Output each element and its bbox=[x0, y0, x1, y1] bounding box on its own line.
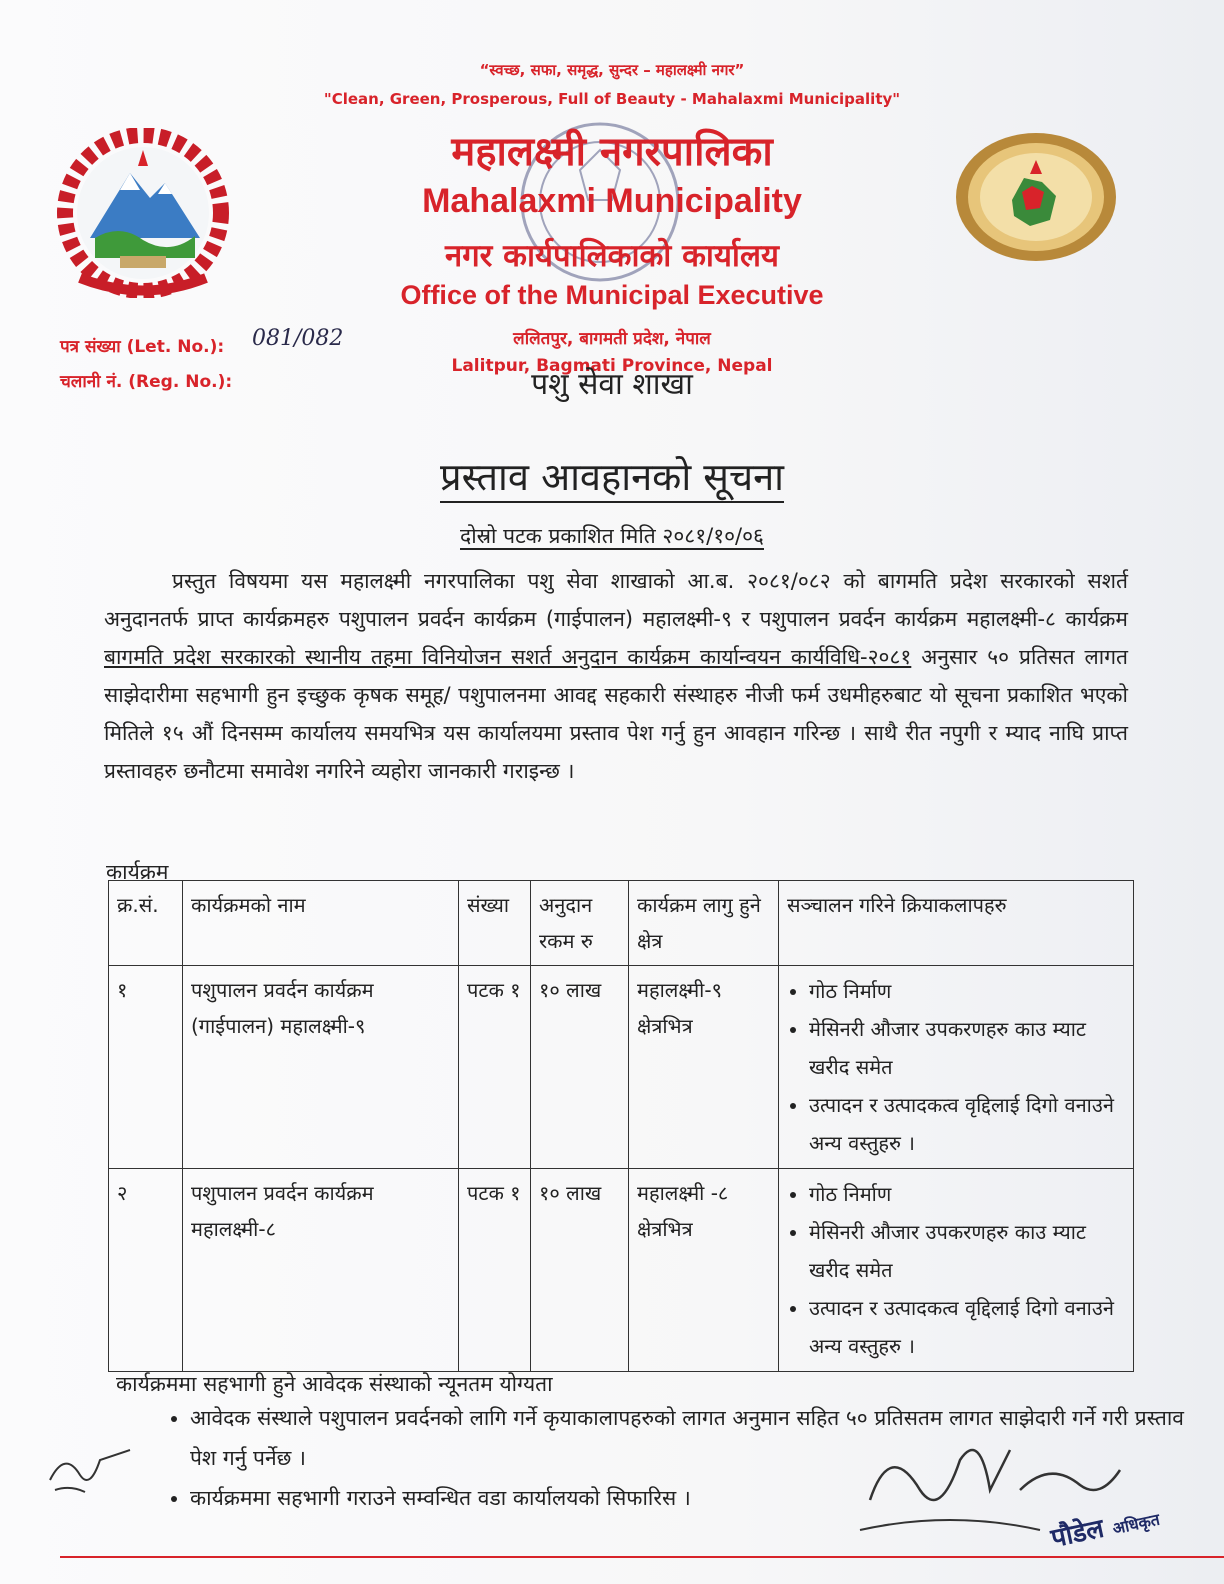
footer-divider bbox=[60, 1556, 1224, 1558]
header-sn: क्र.सं. bbox=[109, 881, 183, 966]
cell-sn: २ bbox=[109, 1169, 183, 1372]
eligibility-title: कार्यक्रममा सहभागी हुने आवेदक संस्थाको न्यूनतम योग्यता bbox=[116, 1372, 553, 1396]
cell-activities bbox=[779, 966, 1134, 1169]
cell-program-name: पशुपालन प्रवर्दन कार्यक्रम (गाईपालन) महालक्ष्मी-९ bbox=[183, 966, 459, 1169]
header-activities: सञ्चालन गरिने क्रियाकलापहरु bbox=[779, 881, 1134, 966]
header-area: कार्यक्रम लागु हुने क्षेत्र bbox=[629, 881, 779, 966]
officer-name-stamp: पौडेल अधिकृत bbox=[1048, 1509, 1162, 1555]
programs-table bbox=[108, 880, 1134, 1372]
municipality-name-nepali: महालक्ष्मी नगरपालिका bbox=[451, 129, 773, 175]
slogan-nepali: “स्वच्छ, सफा, समृद्ध, सुन्दर – महालक्ष्मी नगर” bbox=[479, 61, 745, 79]
office-name-nepali: नगर कार्यपालिकाको कार्यालय bbox=[445, 238, 779, 274]
address-english: Lalitpur, Bagmati Province, Nepal bbox=[451, 356, 773, 376]
cell-activities bbox=[779, 1169, 1134, 1372]
list-item: • आवेदक संस्थाले पशुपालन प्रवर्दनको लागि गर्ने कृयाकालापहरुको लागत अनुमान सहित ५० प्रतिसतम लागत साझेदारी गर्ने गरी प्रस्ताव पेश गर्नु पर्नेछ । bbox=[190, 1398, 1200, 1478]
address-nepali: ललितपुर, बागमती प्रदेश, नेपाल bbox=[513, 329, 711, 349]
registration-number-label: चलानी नं. (Reg. No.): bbox=[60, 372, 233, 392]
list-item: • मेसिनरी औजार उपकरणहरु काउ म्याट खरीद समेत bbox=[809, 1213, 1125, 1289]
publication-date: दोस्रो पटक प्रकाशित मिति २०८१/१०/०६ bbox=[460, 524, 764, 548]
cell-area: महालक्ष्मी -८ क्षेत्रभित्र bbox=[629, 1169, 779, 1372]
guideline-reference: बागमति प्रदेश सरकारको स्थानीय तहमा विनियोजन सशर्त अनुदान कार्यक्रम कार्यान्वयन कार्यविधि-२०८१ bbox=[104, 645, 912, 669]
list-item: • गोठ निर्माण bbox=[809, 972, 1125, 1010]
header-count: संख्या bbox=[459, 881, 531, 966]
cell-grant: १० लाख bbox=[531, 966, 629, 1169]
cell-count: पटक १ bbox=[459, 966, 531, 1169]
list-item: • गोठ निर्माण bbox=[809, 1175, 1125, 1213]
list-item: • मेसिनरी औजार उपकरणहरु काउ म्याट खरीद समेत bbox=[809, 1010, 1125, 1086]
header-program-name: कार्यक्रमको नाम bbox=[183, 881, 459, 966]
cell-grant: १० लाख bbox=[531, 1169, 629, 1372]
letter-number-label: पत्र संख्या (Let. No.): bbox=[60, 337, 225, 357]
office-name-english: Office of the Municipal Executive bbox=[400, 280, 824, 310]
header-grant: अनुदान रकम रु bbox=[531, 881, 629, 966]
initials-signature bbox=[40, 1430, 150, 1504]
cell-area: महालक्ष्मी-९ क्षेत्रभित्र bbox=[629, 966, 779, 1169]
notice-title: प्रस्ताव आवहानको सूचना bbox=[0, 450, 1224, 502]
table-row bbox=[109, 1169, 1134, 1372]
cell-sn: १ bbox=[109, 966, 183, 1169]
branch-name: पशु सेवा शाखा bbox=[531, 367, 693, 402]
programs-label: कार्यक्रम bbox=[106, 860, 169, 884]
cell-count: पटक १ bbox=[459, 1169, 531, 1372]
slogan-english: "Clean, Green, Prosperous, Full of Beauty - Mahalaxmi Municipality" bbox=[323, 90, 901, 108]
list-item: • उत्पादन र उत्पादकत्व वृद्दिलाई दिगो वनाउने अन्य वस्तुहरु । bbox=[809, 1086, 1125, 1162]
letter-number-value: 081/082 bbox=[252, 326, 344, 351]
notice-body: प्रस्तुत विषयमा यस महालक्ष्मी नगरपालिका पशु सेवा शाखाको आ.ब. २०८१/०८२ को बागमति प्रदेश सरकारको सशर्त अनुदानतर्फ प्राप्त कार्यक्रमहरु पशुपालन प्रवर्दन कार्यक्रम (गाईपालन) महालक्ष्मी-९ र पशुपालन प्रवर्दन कार्यक्रम महालक्ष्मी-८ कार्यक्रम बागमति प्रदेश सरकारको स्थानीय तहमा विनियोजन सशर्त अनुदान कार्यक्रम कार्यान्वयन कार्यविधि-२०८१ अनुसार ५० प्रतिसत लागत साझेदारीमा सहभागी हुन इच्छुक कृषक समूह/ पशुपालनमा आवद्द सहकारी संस्थाहरु नीजी फर्म उधमीहरुबाट यो सूचना प्रकाशित भएको मितिले १५ औं दिनसम्म कार्यालय समयभित्र यस कार्यालयमा प्रस्ताव पेश गर्नु हुन आवहान गरिन्छ । साथै रीत नपुगी र म्याद नाघि प्राप्त प्रस्तावहरु छनौटमा समावेश नगरिने व्यहोरा जानकारी गराइन्छ । bbox=[104, 569, 1128, 783]
list-item: • उत्पादन र उत्पादकत्व वृद्दिलाई दिगो वनाउने अन्य वस्तुहरु । bbox=[809, 1289, 1125, 1365]
table-header-row bbox=[109, 881, 1134, 966]
list-item: • कार्यक्रममा सहभागी गराउने सम्वन्धित वडा कार्यालयको सिफारिस । bbox=[190, 1478, 1200, 1518]
cell-program-name: पशुपालन प्रवर्दन कार्यक्रम महालक्ष्मी-८ bbox=[183, 1169, 459, 1372]
table-row bbox=[109, 966, 1134, 1169]
municipality-name-english: Mahalaxmi Municipality bbox=[422, 182, 802, 220]
